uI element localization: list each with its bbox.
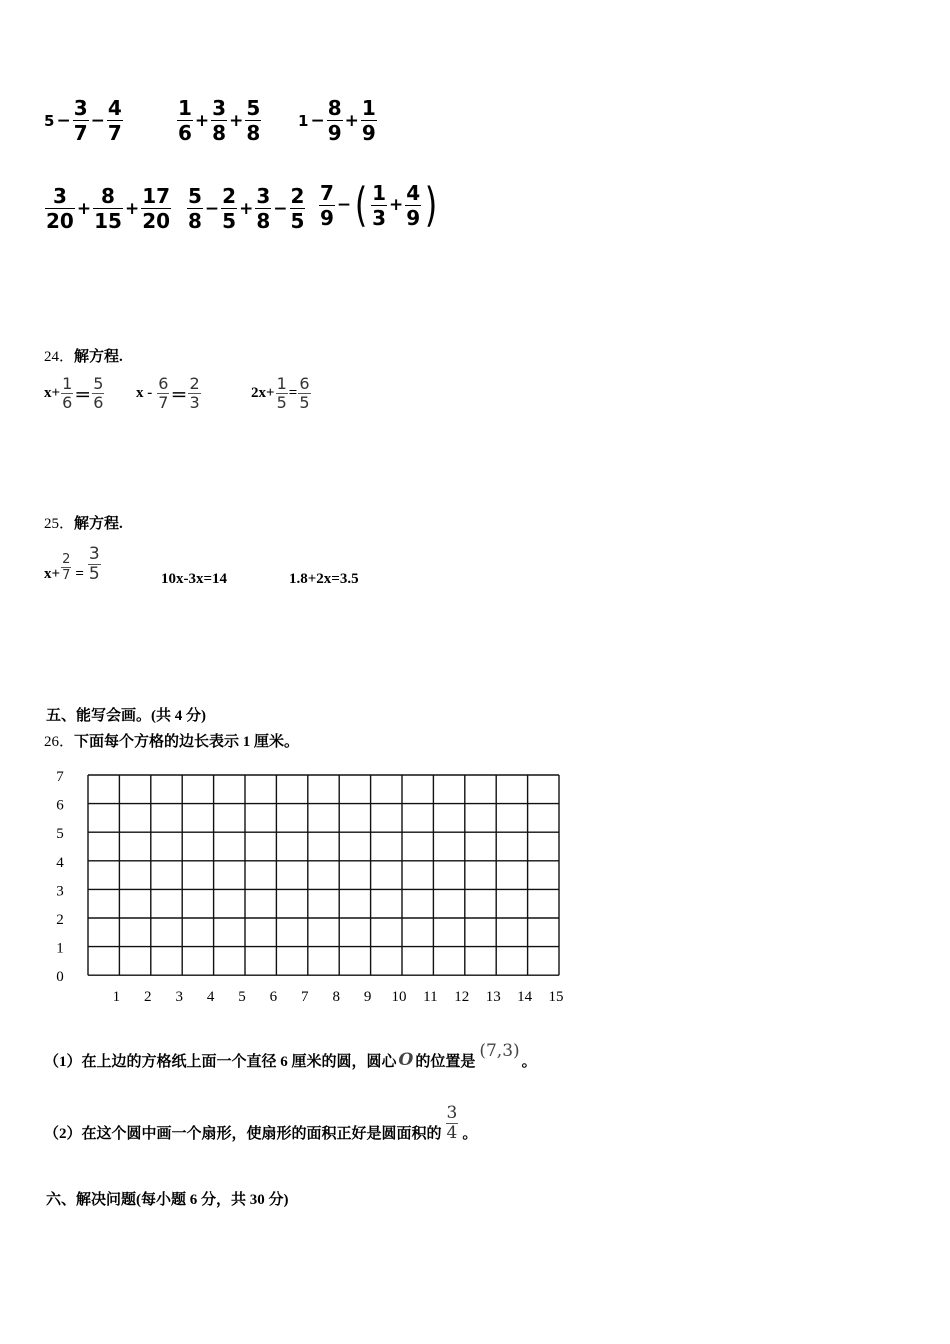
x-tick-label: 14 — [517, 989, 533, 1006]
x-tick-label: 10 — [391, 989, 407, 1006]
eq-prefix: 2x+ — [251, 385, 275, 401]
section5-title: 五、能写会画。(共 4 分) — [46, 708, 206, 724]
y-tick-label: 6 — [56, 797, 64, 814]
part2-prefix: （2）在这个圆中画一个扇形，使扇形的面积正好是圆面积的 — [44, 1126, 442, 1142]
y-tick-label: 3 — [56, 883, 64, 900]
fraction: $\frac{3}{4}$ — [446, 1103, 458, 1143]
x-tick-label: 4 — [206, 989, 215, 1006]
fraction: $\frac{1}{9}$ — [361, 96, 376, 145]
q26-title: 下面每个方格的边长表示 1 厘米。 — [74, 734, 300, 750]
operator: − — [310, 110, 325, 131]
fraction: $\frac{3}{8}$ — [212, 96, 227, 145]
operator: + — [124, 198, 140, 219]
coordinate-grid — [40, 760, 580, 1010]
operator: − — [273, 198, 288, 219]
lead-number: 1 — [298, 111, 309, 130]
y-tick-label: 5 — [56, 826, 64, 843]
fraction: $\frac{2}{7}$ — [62, 552, 71, 583]
fraction: $\frac{5}{8}$ — [188, 184, 202, 233]
section6-title: 六、解决问题(每小题 6 分，共 30 分) — [46, 1192, 289, 1208]
x-tick-label: 3 — [175, 989, 183, 1006]
fraction: $\frac{5}{6}$ — [93, 374, 104, 412]
q25-eq2: 10x-3x=14 — [161, 571, 228, 587]
arith-expr-6 — [318, 178, 440, 232]
operator: + — [389, 195, 404, 215]
arith-expr-1 — [44, 98, 124, 143]
x-tick-label: 1 — [112, 989, 121, 1006]
coordinate: (7,3) — [479, 1040, 520, 1061]
fraction: $\frac{3}{7}$ — [73, 96, 88, 145]
arith-expr-5 — [186, 186, 306, 231]
q24-eq2 — [136, 376, 202, 411]
x-tick-label: 15 — [548, 989, 564, 1006]
x-tick-label: 5 — [238, 989, 246, 1006]
lead-number: 5 — [44, 111, 55, 130]
fraction: $\frac{8}{15}$ — [94, 184, 122, 233]
fraction: $\frac{4}{7}$ — [107, 96, 122, 145]
operator: − — [336, 195, 352, 215]
y-tick-label: 2 — [56, 912, 64, 928]
q26-heading — [44, 730, 299, 751]
fraction: $\frac{17}{20}$ — [142, 184, 171, 233]
arith-expr-2 — [176, 98, 262, 143]
operator: + — [76, 198, 92, 219]
operator: + — [229, 110, 244, 131]
equals-sign: = — [75, 566, 84, 582]
x-tick-label: 13 — [485, 989, 501, 1006]
fraction: $\frac{1}{6}$ — [178, 96, 192, 145]
y-tick-label: 4 — [56, 854, 64, 871]
fraction: $\frac{7}{9}$ — [320, 180, 334, 230]
y-tick-label: 7 — [56, 769, 64, 785]
equals-sign: = — [288, 385, 298, 401]
arith-expr-4 — [44, 186, 172, 231]
center-symbol: O — [398, 1049, 414, 1070]
operator: + — [194, 110, 210, 131]
q24-eq1 — [44, 376, 105, 411]
fraction: $\frac{6}{7}$ — [158, 374, 169, 412]
q25-eq1 — [44, 546, 102, 583]
operator: − — [90, 110, 105, 131]
q25-eq3: 1.8+2x=3.5 — [289, 571, 359, 587]
equals-sign: ＝ — [170, 386, 188, 405]
x-tick-label: 6 — [269, 989, 278, 1006]
q24-eq3 — [251, 376, 312, 411]
fraction: $\frac{2}{5}$ — [290, 184, 305, 233]
fraction: $\frac{2}{3}$ — [189, 374, 200, 412]
left-paren: ( — [354, 178, 368, 232]
x-tick-label: 12 — [454, 989, 470, 1006]
x-tick-label: 8 — [332, 989, 340, 1006]
operator: − — [204, 198, 220, 219]
part1-prefix: （1）在上边的方格纸上面一个直径 6 厘米的圆，圆心 — [44, 1054, 397, 1070]
fraction: $\frac{4}{9}$ — [406, 180, 421, 230]
fraction: $\frac{1}{6}$ — [62, 374, 73, 412]
x-tick-label: 7 — [301, 989, 309, 1006]
equals-sign: ＝ — [74, 386, 92, 405]
right-paren: ) — [424, 178, 438, 232]
fraction: $\frac{3}{20}$ — [46, 184, 74, 233]
fraction: $\frac{3}{8}$ — [256, 184, 271, 233]
operator: + — [344, 110, 359, 131]
q24-number: 24． — [44, 349, 75, 365]
q25-heading — [44, 512, 123, 533]
x-tick-label: 11 — [423, 989, 438, 1006]
part1-suffix: 。 — [521, 1054, 537, 1070]
part1-middle: 的位置是 — [415, 1054, 476, 1070]
fraction: $\frac{1}{5}$ — [276, 374, 287, 412]
fraction: $\frac{8}{9}$ — [327, 96, 342, 145]
q24-title: 解方程. — [74, 349, 123, 365]
operator: + — [239, 198, 254, 219]
q25-title: 解方程. — [74, 516, 123, 532]
q26-part1 — [44, 1042, 537, 1071]
x-tick-label: 2 — [144, 989, 152, 1006]
eq-prefix: x+ — [44, 385, 61, 401]
eq-prefix: x+ — [44, 566, 61, 582]
q24-heading — [44, 345, 123, 366]
x-tick-label: 9 — [363, 989, 372, 1006]
fraction: $\frac{6}{5}$ — [299, 374, 310, 412]
y-tick-label: 1 — [56, 940, 64, 957]
fraction: $\frac{2}{5}$ — [222, 184, 237, 233]
q25-number: 25． — [44, 516, 75, 532]
q26-part2 — [44, 1104, 477, 1143]
eq-prefix: x - — [136, 385, 153, 401]
arith-expr-3 — [298, 98, 378, 143]
fraction: $\frac{5}{8}$ — [246, 96, 261, 145]
fraction: $\frac{3}{5}$ — [88, 544, 100, 584]
part2-suffix: 。 — [462, 1126, 478, 1142]
fraction: $\frac{1}{3}$ — [372, 180, 387, 230]
q26-number: 26． — [44, 734, 75, 750]
y-tick-label: 0 — [56, 969, 64, 986]
operator: − — [56, 110, 71, 131]
